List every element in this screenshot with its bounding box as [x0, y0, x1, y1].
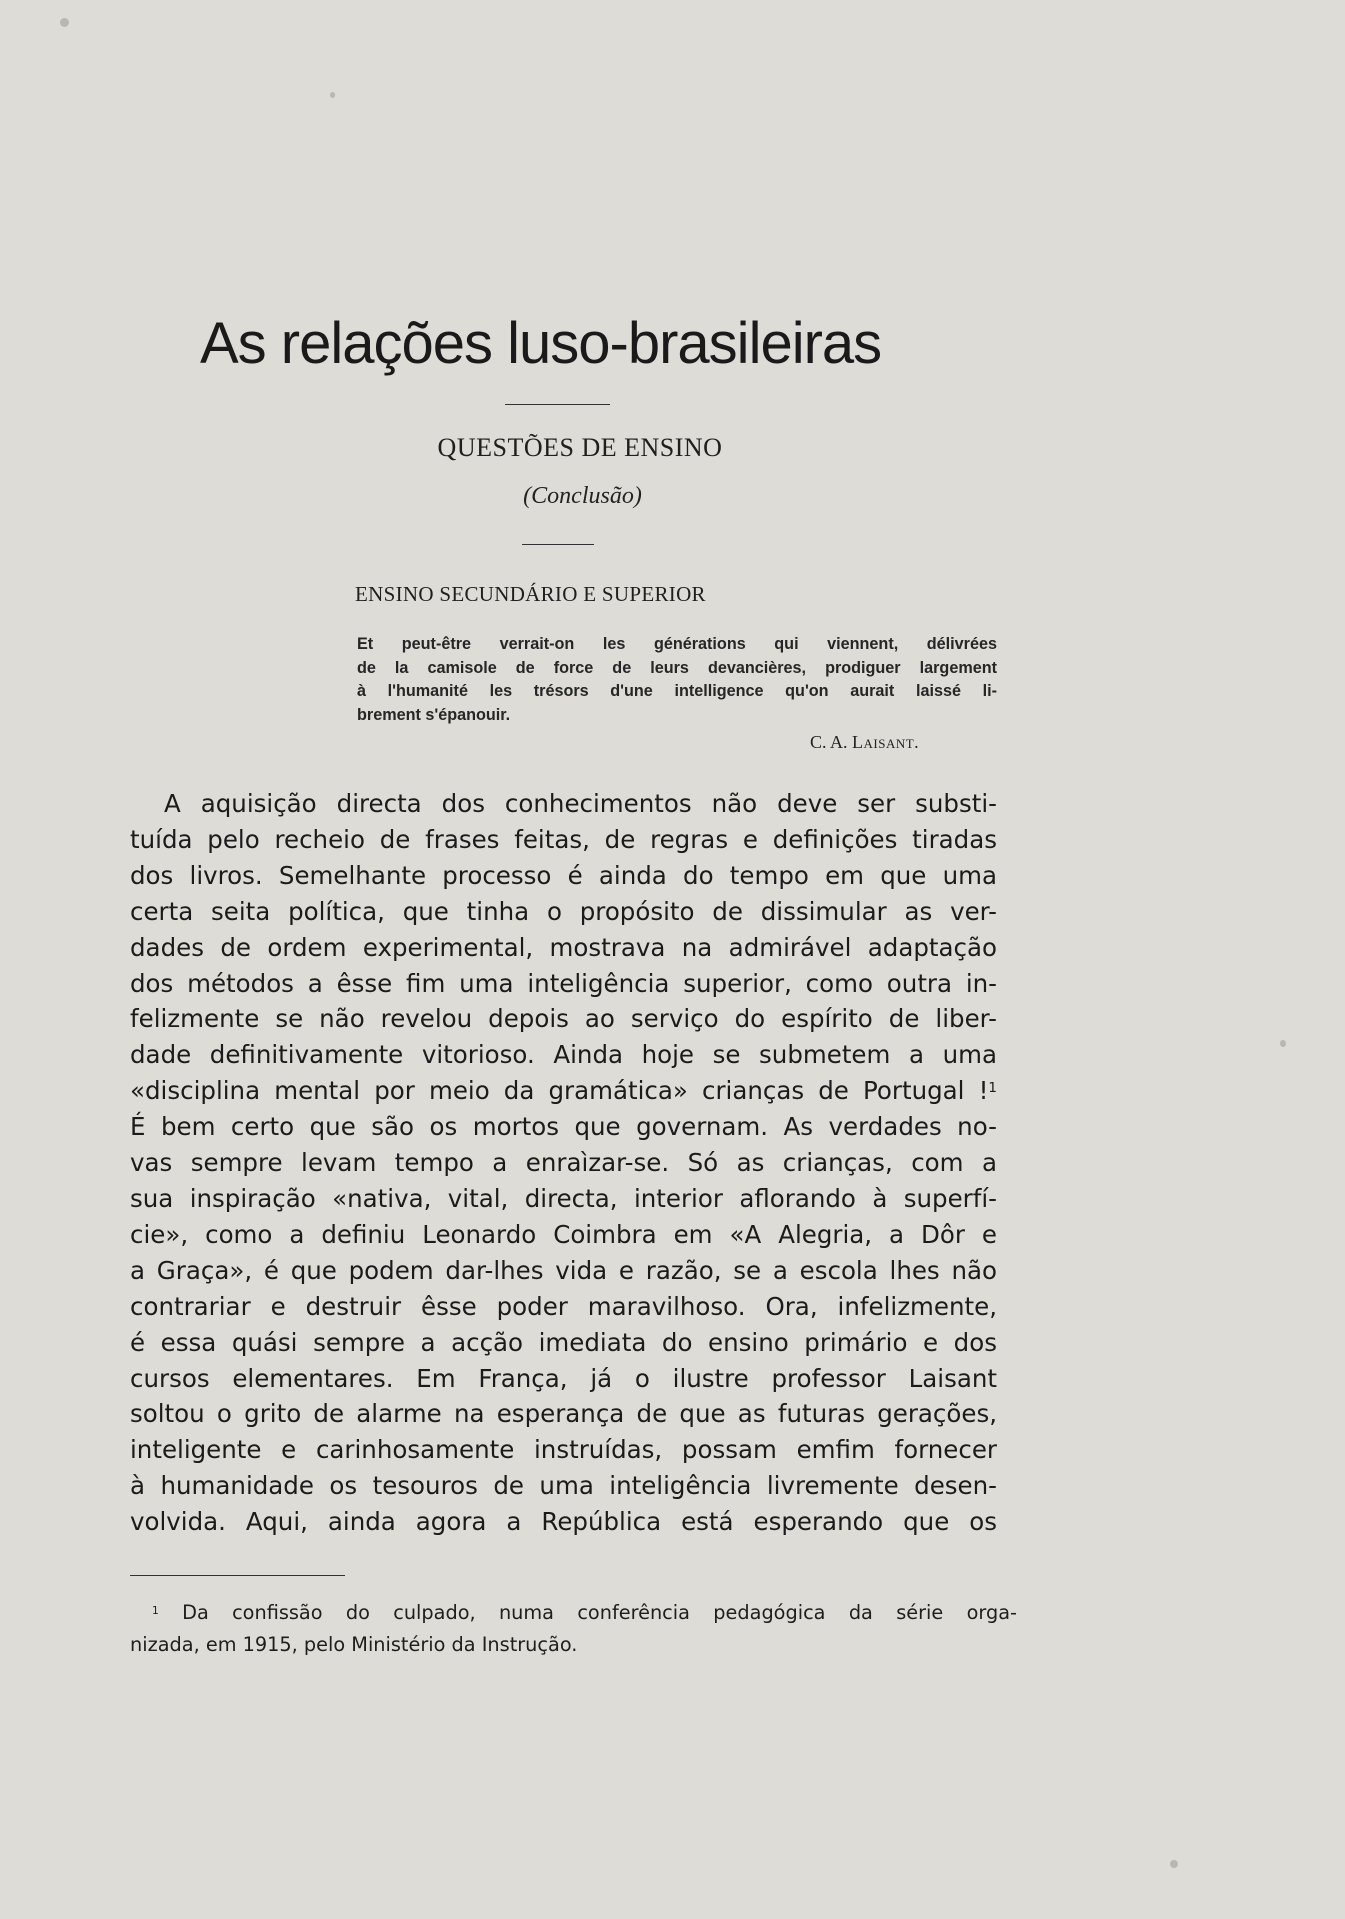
body-line: volvida. Aqui, ainda agora a República está esperando que os: [130, 1507, 997, 1537]
article-subtitle: QUESTÕES DE ENSINO: [437, 433, 723, 462]
epigraph-line: brement s'épanouir.: [357, 706, 511, 725]
body-line: tuída pelo recheio de frases feitas, de regras e definições tiradas: [130, 824, 997, 854]
body-line-with-footnote: [130, 1073, 997, 1109]
body-line-text: «disciplina mental por meio da gramática» crianças de Portugal !: [130, 1076, 989, 1106]
footnote-line: nizada, em 1915, pelo Ministério da Instrução.: [130, 1633, 578, 1656]
body-line: A aquisição directa dos conhecimentos não deve ser substi-: [164, 789, 997, 818]
page-title: As relações luso-brasileiras: [200, 311, 882, 376]
body-line: vas sempre levam tempo a enraìzar-se. Só as crianças, com a: [130, 1148, 997, 1178]
body-line: à humanidade os tesouros de uma inteligência livremente desen-: [130, 1471, 997, 1501]
body-line: a Graça», é que podem dar-lhes vida e razão, se a escola lhes não: [130, 1255, 997, 1285]
article-continuation-note: (Conclusão): [523, 483, 642, 509]
footnote-divider: [130, 1575, 345, 1576]
body-line: dos métodos a êsse fim uma inteligência superior, como outra in-: [130, 968, 997, 998]
epigraph-author: [810, 732, 919, 753]
body-text: [130, 786, 997, 1540]
paper-speck: [1170, 1860, 1178, 1868]
body-line: certa seita política, que tinha o propósito de dissimular as ver-: [130, 896, 997, 926]
author-name: Laisant.: [852, 732, 920, 752]
subtitle-divider: [522, 544, 594, 545]
body-line: é essa quási sempre a acção imediata do ensino primário e dos: [130, 1327, 997, 1357]
epigraph-line: Et peut-être verrait-on les générations qui viennent, délivrées: [357, 635, 997, 653]
paper-speck: [1280, 1040, 1286, 1047]
footnote: [130, 1597, 1017, 1661]
body-line: felizmente se não revelou depois ao serviço do espírito de liber-: [130, 1004, 997, 1034]
paper-speck: [60, 18, 69, 27]
body-line: dades de ordem experimental, mostrava na admirável adaptação: [130, 932, 997, 962]
title-divider: [505, 404, 610, 405]
epigraph-line: à l'humanité les trésors d'une intelligence qu'on aurait laissé li-: [357, 682, 997, 701]
section-heading: ENSINO SECUNDÁRIO E SUPERIOR: [355, 582, 706, 606]
body-line: cursos elementares. Em França, já o ilustre professor Laisant: [130, 1363, 997, 1393]
body-line: dos livros. Semelhante processo é ainda do tempo em que uma: [130, 860, 997, 890]
body-line: É bem certo que são os mortos que governam. As verdades no-: [130, 1112, 997, 1142]
body-line: inteligente e carinhosamente instruídas, possam emfim fornecer: [130, 1435, 997, 1465]
body-line: dade definitivamente vitorioso. Ainda hoje se submetem a uma: [130, 1040, 997, 1070]
body-line: soltou o grito de alarme na esperança de que as futuras gerações,: [130, 1399, 997, 1429]
epigraph-line: de la camisole de force de leurs devancières, prodiguer largement: [357, 658, 997, 677]
body-line: cie», como a definiu Leonardo Coimbra em «A Alegria, a Dôr e: [130, 1219, 997, 1249]
epigraph-quote: [357, 633, 997, 728]
footnote-line: [130, 1597, 1017, 1629]
author-initials: C. A.: [810, 732, 848, 752]
footnote-marker: 1: [152, 1604, 159, 1617]
footnote-reference: 1: [988, 1080, 997, 1097]
body-line: sua inspiração «nativa, vital, directa, interior aflorando à superfí-: [130, 1183, 997, 1213]
body-line: contrariar e destruir êsse poder maravilhoso. Ora, infelizmente,: [130, 1291, 997, 1321]
footnote-text: Da confissão do culpado, numa conferência pedagógica da série orga-: [182, 1601, 1017, 1624]
paper-speck: [330, 92, 335, 98]
